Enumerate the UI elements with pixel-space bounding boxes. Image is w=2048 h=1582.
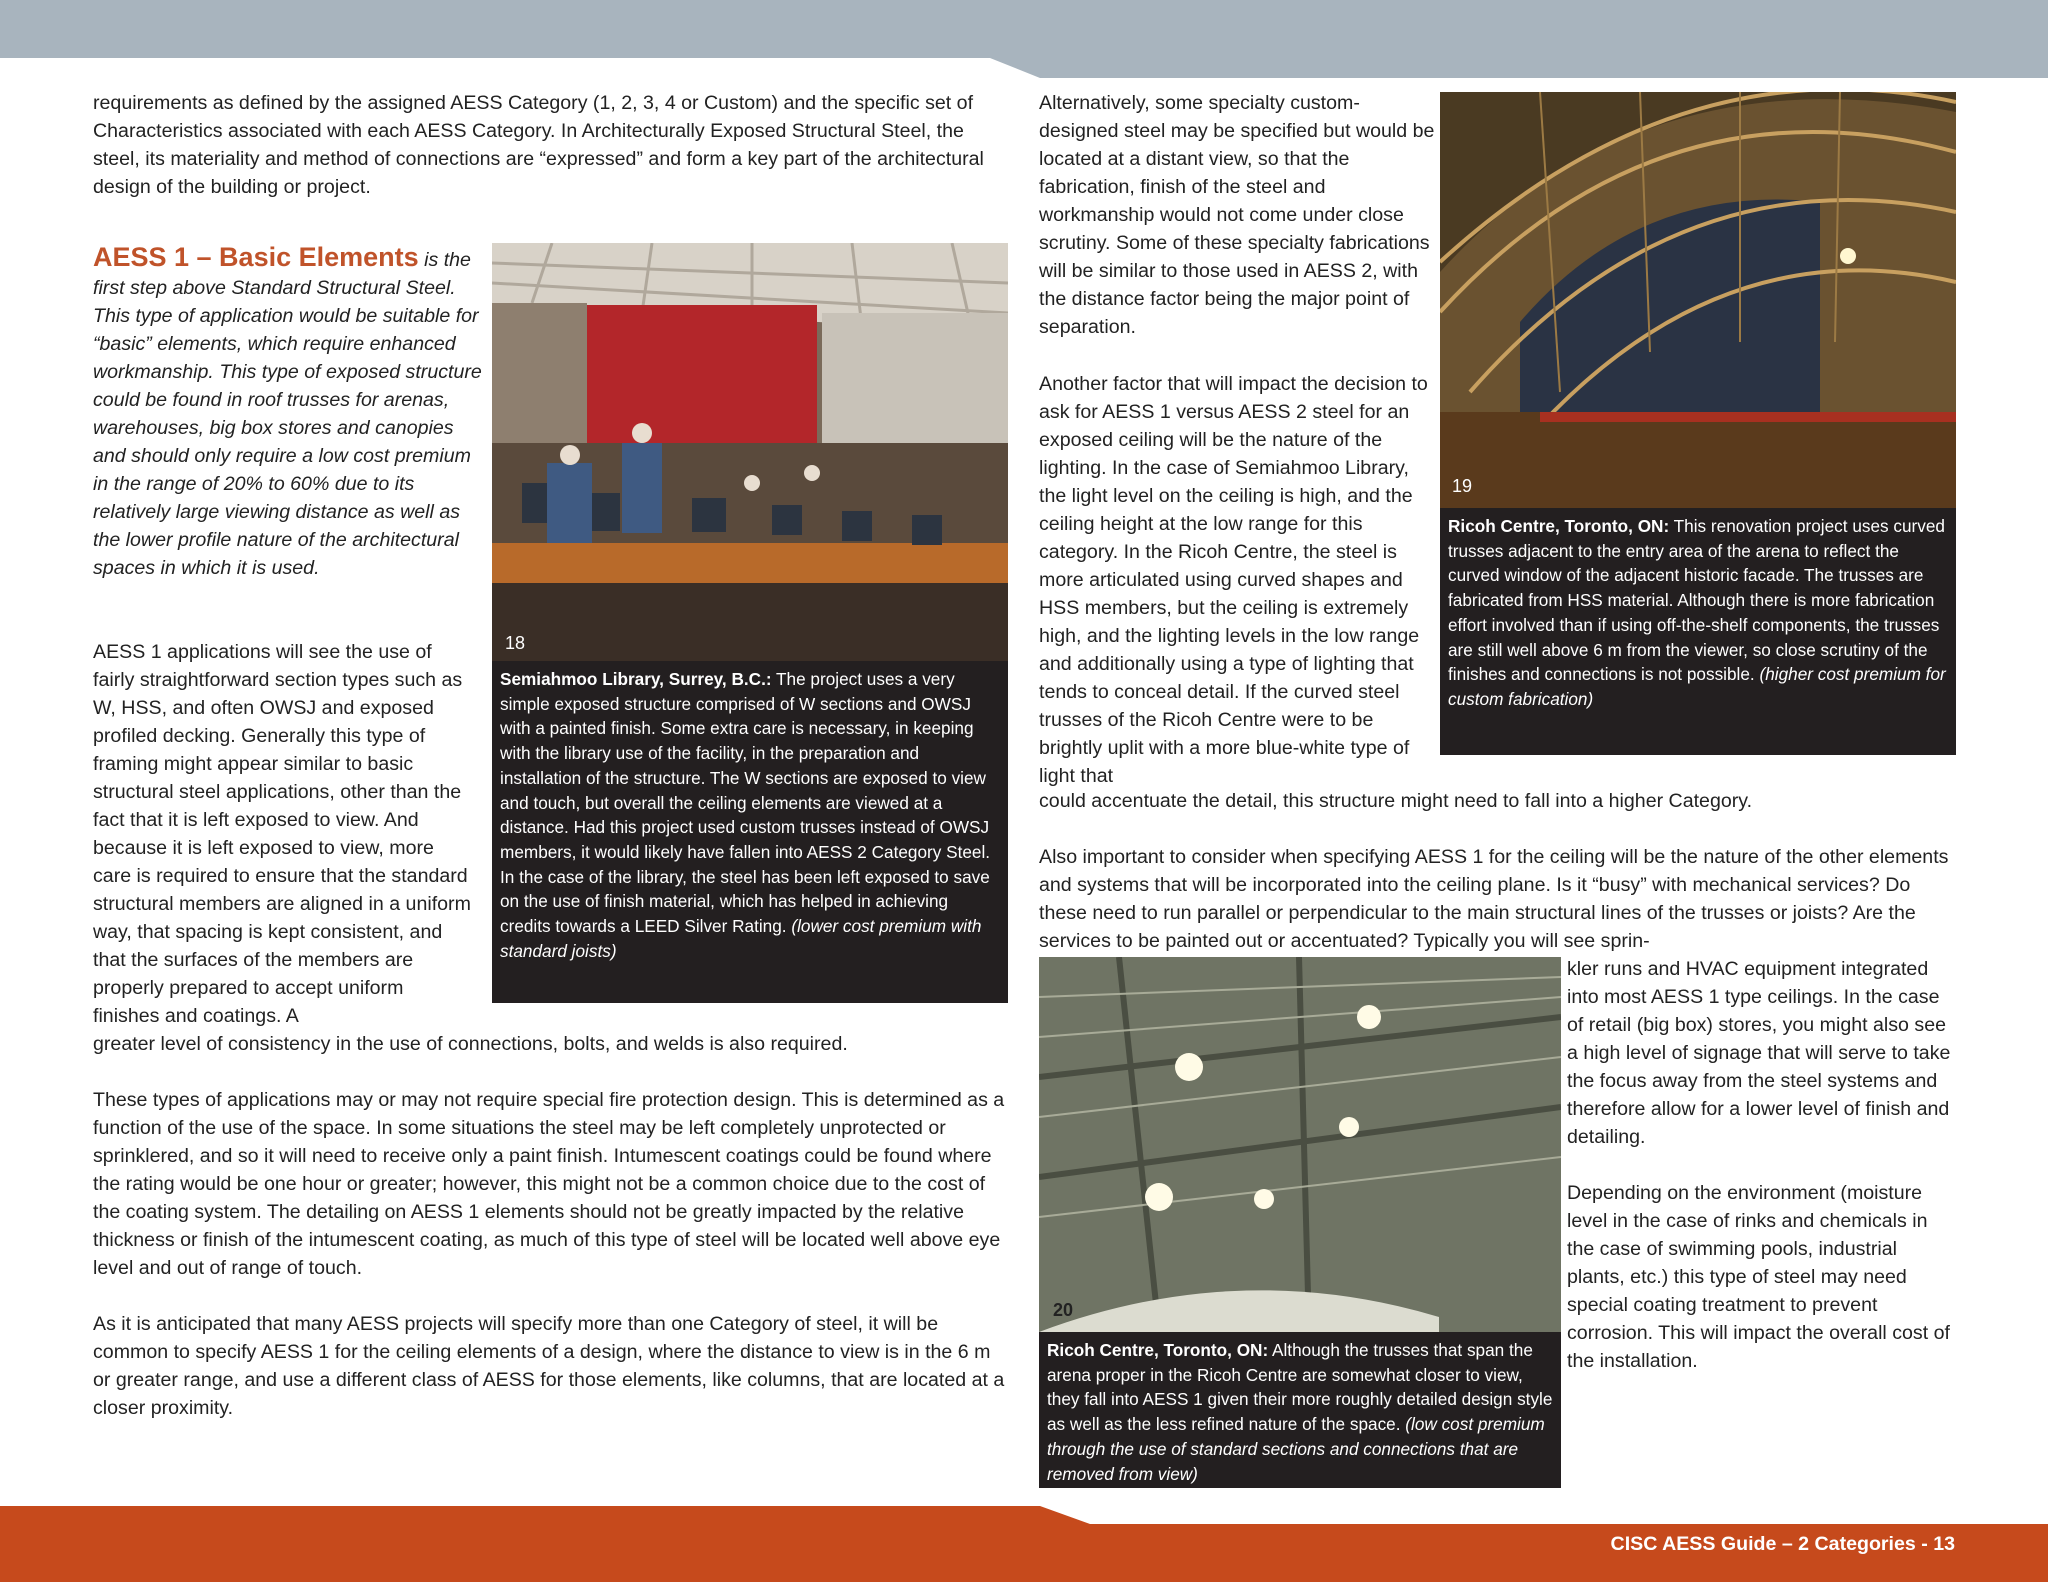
anticipated-paragraph: As it is anticipated that many AESS projects will specify more than one Category of steel, it will be common to specify AESS 1 for the ceiling elements of a design, where the distance to view is in the 6 m or greater range, and use a different class of AESS for those elements, like columns, that are located at a closer proximity. — [93, 1313, 1005, 1419]
fire-protection-paragraph: These types of applications may or may not require special fire protection design. This is determined as a function of the use of the space. In some situations the steel may be left completely unprotected or sprinklered, and so it will need to receive only a paint finish. Intumescent coatings could be found where the rating would be one hour or greater; however, this might not be a common choice due to the cost of the coating system. The detailing on AESS 1 elements should not be greatly impacted by the relative thickness or finish of the intumescent coating, as much of this type of steel will be located well above eye level and out of range of touch. — [93, 1089, 1005, 1279]
aess1-heading-paragraph: AESS 1 – Basic Elements is the first step above Standard Structural Steel. This type of application would be suitable for “basic” elements, which require enhanced workmanship. This type of exposed structure could be found in roof trusses for arenas, warehouses, big box stores and canopies and should only require a low cost premium in the range of 20% to 60% due to its relatively large viewing distance as well as the lower profile nature of the architectural spaces in which it is used. — [93, 242, 482, 579]
figure-20-photo — [1039, 957, 1561, 1332]
lighting-factor-paragraph-continued: could accentuate the detail, this structure might need to fall into a higher Category. — [1039, 790, 1753, 812]
depending-paragraph: Depending on the environment (moisture level in the case of rinks and chemicals in the case of swimming pools, industrial plants, etc.) this type of steel may need special coating treatment to prevent corrosion. This will impact the overall cost of the installation. — [1567, 1182, 1950, 1372]
figure-20-caption: Ricoh Centre, Toronto, ON: Although the trusses that span the arena proper in the Ricoh Centre are somewhat closer to view, they fall into AESS 1 given their more roughly detailed design style as well as the less refined nature of the space. (low cost premium through the use of standard sections and connections that are removed from view) — [1039, 1332, 1561, 1488]
header-band — [0, 0, 2048, 80]
section-heading: AESS 1 – Basic Elements — [93, 242, 419, 272]
figure-19-photo — [1440, 92, 1956, 508]
also-important-paragraph: Also important to consider when specifying AESS 1 for the ceiling will be the nature of the other elements and systems that will be incorporated into the ceiling plane. Is it “busy” with mechanical services? Do these need to run parallel or perpendicular to the main structural lines of the trusses or joists? Are the services to be painted out or accentuated? Typically you will see sprin- — [1039, 846, 1949, 952]
figure-18-caption: Semiahmoo Library, Surrey, B.C.: The project uses a very simple exposed structure comprised of W sections and OWSJ with a painted finish. Some extra care is necessary, in keeping with the library use of the facility, in the preparation and installation of the structure. The W sections are exposed to view and touch, but overall the ceiling elements are viewed at a distance. Had this project used custom trusses instead of OWSJ members, it would likely have fallen into AESS 2 Category Steel. In the case of the library, the steel has been left exposed to save on the use of finish material, which has helped in achieving credits towards a LEED Silver Rating. (lower cost premium with standard joists) — [492, 661, 1008, 1003]
alternatively-paragraph: Alternatively, some specialty custom-designed steel may be specified but would be located at a distant view, so that the fabrication, finish of the steel and workmanship would not come under close scrutiny. Some of these specialty fabrications will be similar to those used in AESS 2, with the distance factor being the major point of separation. — [1039, 92, 1435, 338]
figure-19-caption: Ricoh Centre, Toronto, ON: This renovation project uses curved trusses adjacent to the entry area of the arena to reflect the curved window of the adjacent historic facade. The trusses are fabricated from HSS material. Although there is more fabrication effort involved than if using off-the-shelf components, the trusses are still well above 6 m from the viewer, so close scrutiny of the finishes and connections is not possible. (higher cost premium for custom fabrication) — [1440, 508, 1956, 755]
also-important-paragraph-continued: kler runs and HVAC equipment integrated into most AESS 1 type ceilings. In the case of retail (big box) stores, you might also see a high level of signage that will serve to take the focus away from the steel systems and therefore allow for a lower level of finish and detailing. — [1567, 958, 1951, 1148]
lighting-factor-paragraph: Another factor that will impact the decision to ask for AESS 1 versus AESS 2 steel for an exposed ceiling will be the nature of the lighting. In the case of Semiahmoo Library, the light level on the ceiling is high, and the ceiling height at the low range for this category. In the Ricoh Centre, the steel is more articulated using curved shapes and HSS members, but the ceiling is extremely high, and the lighting levels in the low range and additionally using a type of lighting that tends to conceal detail. If the curved steel trusses of the Ricoh Centre were to be brightly uplit with a more blue-white type of light that — [1039, 373, 1428, 787]
figure-19-number: 19 — [1452, 476, 1473, 496]
figure-20-number: 20 — [1053, 1300, 1074, 1320]
figure-18-photo — [492, 243, 1008, 661]
figure-18-number: 18 — [505, 633, 526, 653]
uses-paragraph-continued: greater level of consistency in the use of connections, bolts, and welds is also required. — [93, 1033, 848, 1055]
uses-paragraph: AESS 1 applications will see the use of fairly straightforward section types such as W, HSS, and often OWSJ and exposed profiled decking. Generally this type of framing might appear similar to basic structural steel applications, other than the fact that it is left exposed to view. And because it is left exposed to view, more care is required to ensure that the standard structural members are aligned in a uniform way, that spacing is kept consistent, and that the surfaces of the members are properly prepared to accept uniform finishes and coatings. A — [93, 641, 471, 1027]
footer-page-label: CISC AESS Guide – 2 Categories - 13 — [1610, 1533, 1955, 1555]
intro-paragraph: requirements as defined by the assigned AESS Category (1, 2, 3, 4 or Custom) and the specific set of Characteristics associated with each AESS Category. In Architecturally Exposed Structural Steel, the steel, its materiality and method of connections are “expressed” and form a key part of the architectural design of the building or project. — [93, 92, 984, 198]
